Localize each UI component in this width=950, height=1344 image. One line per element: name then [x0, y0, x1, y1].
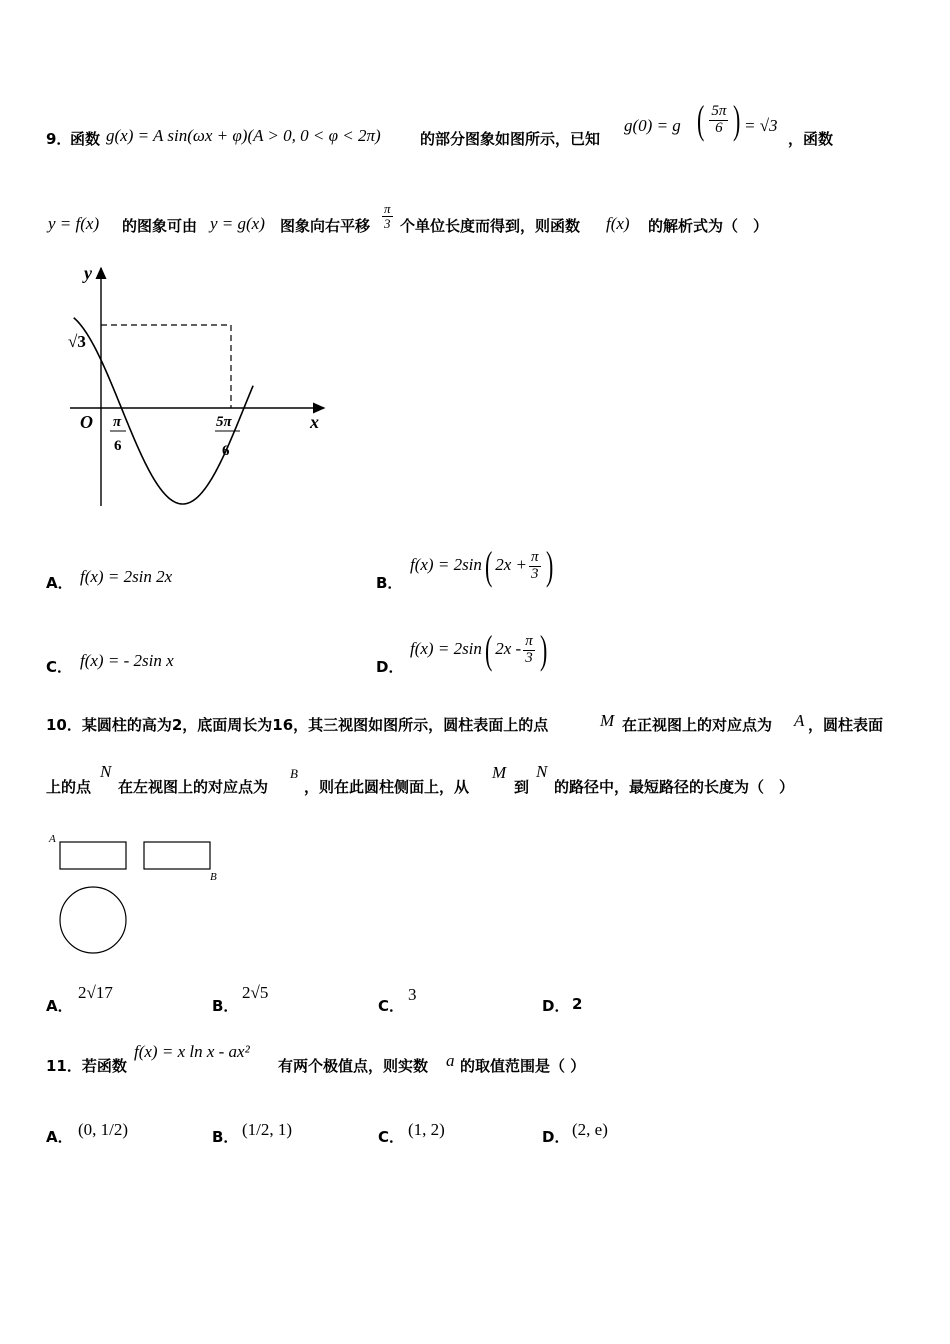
q10-line2-d: 到 [514, 778, 530, 796]
q10-three-views [46, 828, 226, 958]
q9-option-b-inner: 2x + [495, 554, 528, 574]
q11-option-d: (2, e) [572, 1120, 608, 1139]
q9-text-6: 个单位长度而得到，则函数 [400, 217, 581, 235]
q9-option-d: f(x) = 2sin( 2x - $\frac{\pi}{3}$ ) [410, 627, 548, 672]
q11-text-1: 11．若函数 [46, 1057, 127, 1075]
q9-shift-frac [380, 202, 395, 230]
q10-line2-a: 上的点 [46, 778, 92, 796]
q9-option-d-inner: 2x - [495, 638, 522, 658]
q10-option-d-label: D． [542, 997, 570, 1015]
q9-shift-num: π [384, 201, 391, 216]
fig-label-A: A [49, 833, 56, 845]
q9-option-a: f(x) = 2sin 2x [80, 567, 173, 586]
q9-condition-left: g(0) = g [624, 116, 681, 135]
q10-option-a-label: A． [46, 997, 73, 1015]
q10-N: N [100, 762, 112, 781]
q10-option-c-label: C． [378, 997, 405, 1015]
q10-A: A [794, 711, 805, 730]
q9-option-b-den: 3 [531, 565, 539, 582]
tick1-den: 6 [114, 438, 122, 454]
q10-B: B [290, 766, 298, 781]
q9-option-b-label: B． [376, 574, 403, 592]
q10-line2-c: ，则在此圆柱侧面上，从 [304, 778, 470, 796]
q11-option-d-label: D． [542, 1128, 570, 1146]
q9-text-7: 的解析式为（ ） [648, 217, 769, 235]
q9-option-d-label: D． [376, 658, 404, 676]
q10-line2-b: 在左视图上的对应点为 [118, 778, 269, 796]
q10-line1-a: 10．某圆柱的高为2，底面周长为16，其三视图如图所示，圆柱表面上的点 [46, 716, 549, 734]
q11-option-c: (1, 2) [408, 1120, 445, 1139]
q9-condition-right: = √3 [744, 116, 778, 135]
q9-option-b-pre: f(x) = 2sin [410, 554, 482, 574]
q9-line2-f: y = f(x) [48, 214, 100, 233]
q11-option-b: (1/2, 1) [242, 1120, 293, 1139]
q9-g-definition: g(x) = A sin(ωx + φ)(A > 0, 0 < φ < 2π) [106, 126, 381, 145]
q9-text-4: 的图象可由 [122, 217, 198, 235]
q9-condition-paren: ( $\frac{5\pi}{6}$ ) [696, 97, 741, 142]
q9-line2-f2: f(x) [606, 214, 630, 233]
q9-option-b: f(x) = 2sin( 2x + $\frac{\pi}{3}$ ) [410, 543, 553, 588]
y-label: y [84, 263, 92, 283]
q11-a: a [446, 1051, 455, 1070]
q9-option-d-pre: f(x) = 2sin [410, 638, 482, 658]
q10-line1-b: 在正视图上的对应点为 [622, 716, 773, 734]
q9-cond-num: 5π [711, 102, 727, 119]
q10-option-a: 2√17 [78, 983, 113, 1002]
q9-option-b-num: π [531, 548, 539, 565]
q10-option-d: 2 [572, 995, 583, 1013]
q10-M2: M [492, 763, 507, 782]
origin-label: O [80, 412, 93, 432]
x-label: x [310, 412, 319, 432]
q9-shift-den: 3 [384, 215, 391, 231]
q10-option-c: 3 [408, 985, 417, 1004]
top-view-circle [60, 887, 126, 953]
q10-N2: N [536, 762, 548, 781]
q11-option-b-label: B． [212, 1128, 239, 1146]
q11-function: f(x) = x ln x - ax² [134, 1042, 250, 1061]
front-view-rect [60, 842, 126, 869]
q10-option-b: 2√5 [242, 983, 269, 1002]
q9-option-a-label: A． [46, 574, 73, 592]
q11-text-2: 有两个极值点，则实数 [278, 1057, 429, 1075]
q10-option-b-label: B． [212, 997, 239, 1015]
q9-text-1: 函数 [70, 130, 101, 148]
q9-line2-g: y = g(x) [210, 214, 265, 233]
q9-option-d-num: π [525, 632, 533, 649]
q9-number: 9． [46, 130, 72, 148]
side-view-rect [144, 842, 210, 869]
fig-label-B: B [210, 871, 217, 883]
q9-sine-graph [60, 262, 340, 512]
q11-option-c-label: C． [378, 1128, 405, 1146]
q9-option-d-den: 3 [525, 649, 533, 666]
q10-line2-e: 的路径中，最短路径的长度为（ ） [554, 778, 795, 796]
q9-text-5: 图象向右平移 [280, 217, 371, 235]
q10-M: M [600, 711, 615, 730]
q11-option-a: (0, 1/2) [78, 1120, 129, 1139]
q11-text-3: 的取值范围是（ ） [460, 1057, 586, 1075]
tick2-den: 6 [222, 443, 230, 459]
q9-cond-den: 6 [715, 119, 723, 136]
q11-option-a-label: A． [46, 1128, 73, 1146]
q9-option-c-label: C． [46, 658, 73, 676]
tick2-num: 5π [216, 414, 232, 430]
q9-text-3: ，函数 [788, 130, 834, 148]
q9-text-2: 的部分图象如图所示，已知 [420, 130, 601, 148]
q9-option-c: f(x) = - 2sin x [80, 651, 174, 670]
q10-line1-c: ，圆柱表面 [808, 716, 884, 734]
sqrt3-label: √3 [68, 332, 86, 351]
tick1-num: π [113, 414, 122, 430]
